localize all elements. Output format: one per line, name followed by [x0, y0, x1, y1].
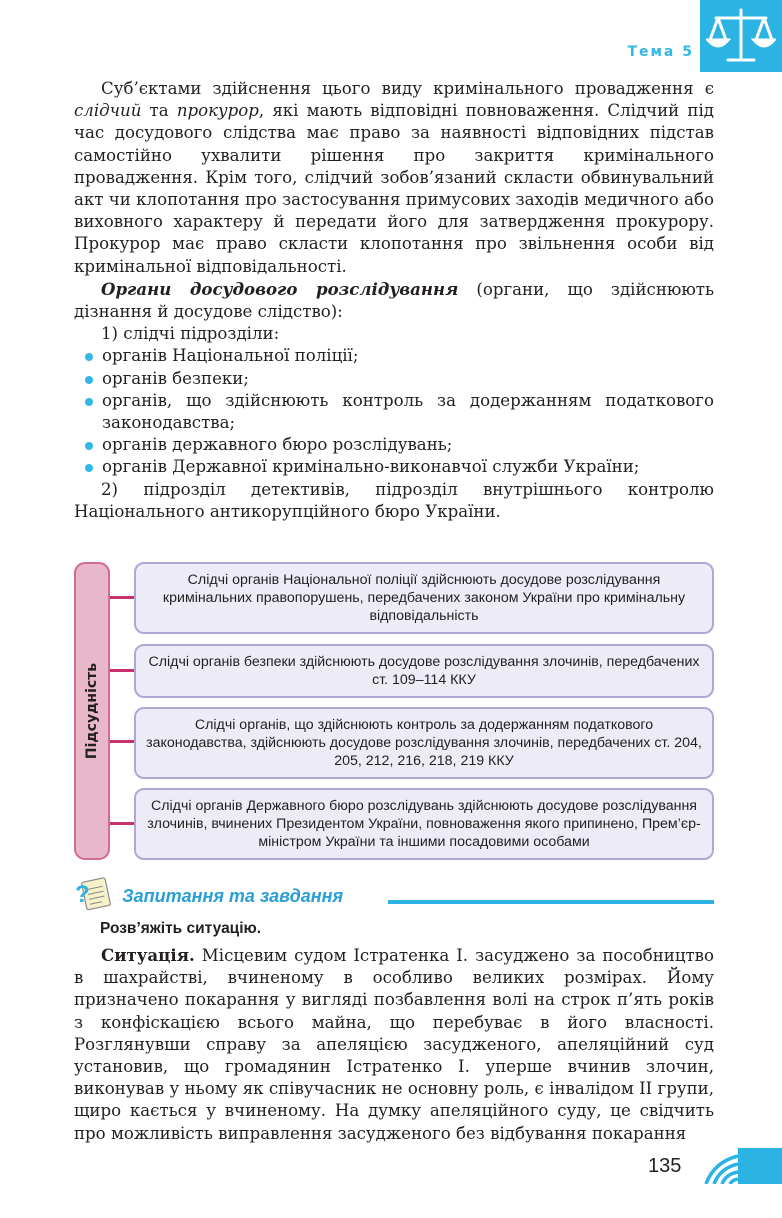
- diagram-box-sbi: Слідчі органів Державного бюро розслідувань здійснюють досудове розслідування злочинів, вчинених Президентом України, повноваження якого припинено, Прем’єр-міністром України та іншими посадовими особами: [134, 788, 714, 860]
- theme-label: Тема 5: [627, 44, 694, 60]
- bullet-icon: [85, 464, 93, 472]
- list-item: [74, 456, 714, 478]
- main-text: [74, 78, 714, 523]
- bullet-icon: [85, 442, 93, 450]
- jurisdiction-diagram: [72, 562, 718, 864]
- diagram-connector: [110, 596, 134, 599]
- corner-stripes-icon: [704, 1148, 782, 1184]
- list-item: [74, 345, 714, 367]
- bullet-icon: [85, 398, 93, 406]
- page-number: 135: [648, 1155, 682, 1177]
- p1-em-investigator: слідчий: [74, 101, 142, 121]
- list-item: [74, 368, 714, 390]
- bullet-text: органів державного бюро розслідувань;: [102, 435, 453, 455]
- bullet-text: органів Національної поліції;: [102, 346, 359, 366]
- diagram-connector: [110, 740, 134, 743]
- diagram-box-security: Слідчі органів безпеки здійснюють досудове розслідування злочинів, передбачених ст. 109–114 ККУ: [134, 644, 714, 698]
- questions-section-header: [74, 876, 718, 912]
- list-item-1: 1) слідчі підрозділи:: [101, 324, 280, 344]
- situation-label: Ситуація.: [101, 945, 195, 965]
- diagram-connector: [110, 822, 134, 825]
- spine-label: Підсудність: [84, 662, 100, 760]
- section-rule: [388, 900, 714, 904]
- questions-icon: [74, 876, 116, 912]
- p2-term: Органи досудового розслідування: [101, 278, 459, 299]
- svg-text:?: ?: [75, 881, 90, 908]
- section-title: Запитання та завдання: [122, 886, 344, 906]
- diagram-box-police: Слідчі органів Національної поліції здійснюють досудове розслідування кримінальних правопорушень, передбачених законом України про кримінальну відповідальність: [134, 562, 714, 634]
- p1-em-prosecutor: прокурор: [176, 101, 259, 121]
- bullet-list: [74, 345, 714, 478]
- diagram-box-tax: Слідчі органів, що здійснюють контроль за додержанням податкового законодавства, здійснюють досудове розслідування злочинів, передбачених ст. 204, 205, 212, 216, 218, 219 ККУ: [134, 707, 714, 779]
- paragraph-bodies: [74, 278, 714, 323]
- bullet-icon: [85, 353, 93, 361]
- task-title: Розв’яжіть ситуацію.: [100, 920, 262, 937]
- bullet-text: органів Державної кримінально-виконавчої служби України;: [102, 457, 640, 477]
- paragraph-subjects: [74, 78, 714, 278]
- bullet-text: органів, що здійснюють контроль за додержанням податкового законодавства;: [102, 390, 714, 433]
- p1-text-a: Суб’єктами здійснення цього виду кримінального провадження є: [101, 79, 714, 98]
- p2-text: (органи, що здійснюють дізнання й досудове слідство):: [74, 279, 715, 322]
- bullet-icon: [85, 376, 93, 384]
- list-item: [74, 390, 714, 434]
- p1-text-b: та: [141, 101, 177, 121]
- situation-paragraph: [74, 944, 714, 1145]
- diagram-connector: [110, 669, 134, 672]
- list-item: [74, 434, 714, 456]
- p1-text-c: , які мають відповідні повноваження. Слідчий під час досудового слідства має право за наявності відповідних підстав самостійно ухвалити рішення про закриття кримінального провадження. Крім того, слідчий зобов’язаний скласти обвинувальний акт чи клопотання про застосування примусових заходів медичного або виховного характеру й передати його для затвердження прокурору. Прокурор має право скласти клопотання про звільнення особи від кримінальної відповідальності.: [74, 101, 714, 276]
- scales-of-justice-icon: [706, 6, 776, 66]
- bullet-text: органів безпеки;: [102, 368, 249, 388]
- situation-text: [74, 944, 714, 1145]
- situation-body: Місцевим судом Істратенка І. засуджено за пособництво в шахрайстві, вчиненому в особливо великих розмірах. Йому призначено покарання у вигляді позбавлення волі на строк п’ять років з конфіскацією всього майна, що перебуває в його власності. Розглянувши справу за апеляцією засудженого, апеляційний суд установив, що громадянин Істратенко І. уперше вчинив злочин, виконував у ньому як співучасник не основну роль, є інвалідом II групи, щиро кається у вчиненому. На думку апеляційного суду, це свідчить про можливість виправлення засудженого без відбування покарання: [74, 946, 714, 1143]
- theme-badge: [700, 0, 782, 72]
- list-item-2: 2) підрозділ детективів, підрозділ внутрішнього контролю Національного антикорупційного бюро України.: [74, 479, 714, 521]
